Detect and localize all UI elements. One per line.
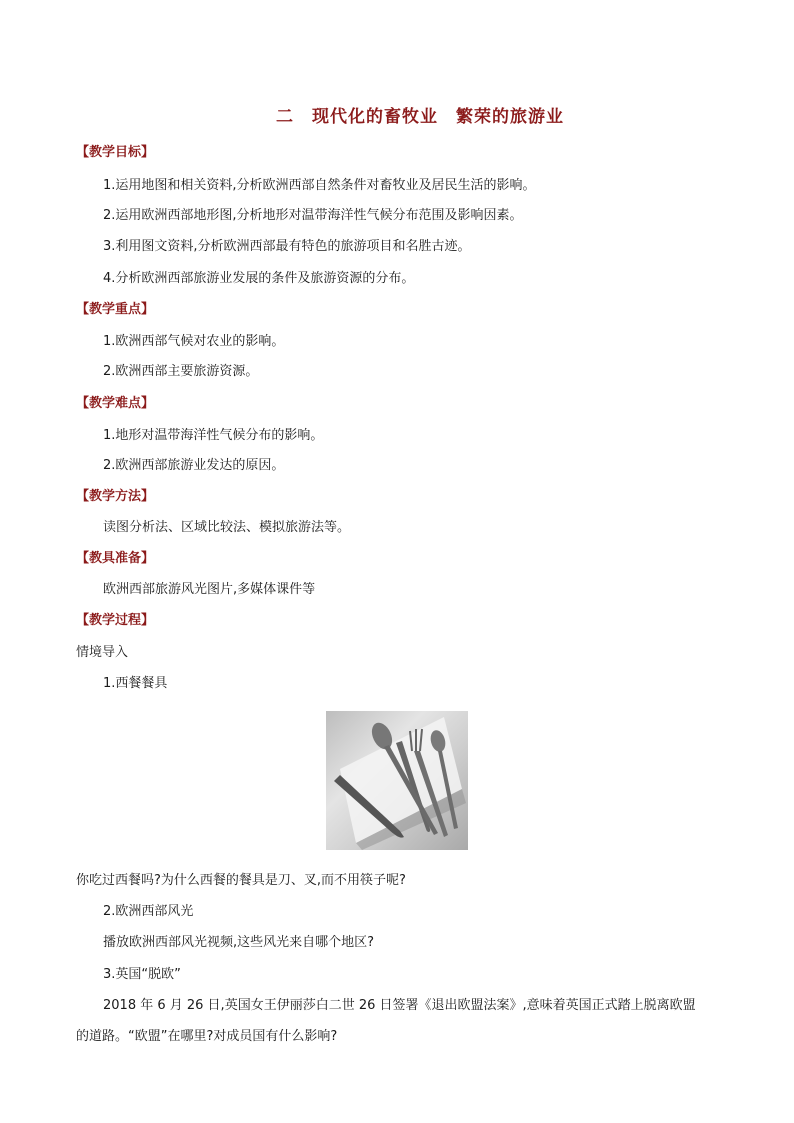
page-title: 二 现代化的畜牧业 繁荣的旅游业 [276,107,564,127]
process-item-2: 2.欧洲西部风光 [103,904,194,919]
goal-item-3: 3.利用图文资料,分析欧洲西部最有特色的旅游项目和名胜古迹。 [103,239,471,254]
question-1: 你吃过西餐吗?为什么西餐的餐具是刀、叉,而不用筷子呢? [76,873,406,888]
heading-methods: 【教学方法】 [76,489,155,504]
cutlery-photo [326,711,468,850]
process-item-1: 1.西餐餐具 [103,676,168,691]
heading-tools: 【教具准备】 [76,551,155,566]
heading-goals: 【教学目标】 [76,145,155,160]
process-item-2-text: 播放欧洲西部风光视频,这些风光来自哪个地区? [103,935,375,950]
process-intro: 情境导入 [76,645,129,660]
difficult-item-1: 1.地形对温带海洋性气候分布的影响。 [103,428,324,443]
key-item-1: 1.欧洲西部气候对农业的影响。 [103,334,285,349]
process-item-3-text-2: 的道路。“欧盟”在哪里?对成员国有什么影响? [76,1029,338,1044]
difficult-item-2: 2.欧洲西部旅游业发达的原因。 [103,458,285,473]
goal-item-2: 2.运用欧洲西部地形图,分析地形对温带海洋性气候分布范围及影响因素。 [103,208,523,223]
cutlery-illustration [326,711,468,850]
tools-text: 欧洲西部旅游风光图片,多媒体课件等 [103,582,316,597]
goal-item-4: 4.分析欧洲西部旅游业发展的条件及旅游资源的分布。 [103,271,415,286]
key-item-2: 2.欧洲西部主要旅游资源。 [103,364,259,379]
heading-process: 【教学过程】 [76,613,155,628]
process-item-3-text-1: 2018 年 6 月 26 日,英国女王伊丽莎白二世 26 日签署《退出欧盟法案》,意味着英国正式踏上脱离欧盟 [103,998,696,1013]
process-item-3: 3.英国“脱欧” [103,967,181,982]
methods-text: 读图分析法、区域比较法、模拟旅游法等。 [103,520,351,535]
heading-key: 【教学重点】 [76,302,155,317]
goal-item-1: 1.运用地图和相关资料,分析欧洲西部自然条件对畜牧业及居民生活的影响。 [103,178,536,193]
heading-difficult: 【教学难点】 [76,396,155,411]
